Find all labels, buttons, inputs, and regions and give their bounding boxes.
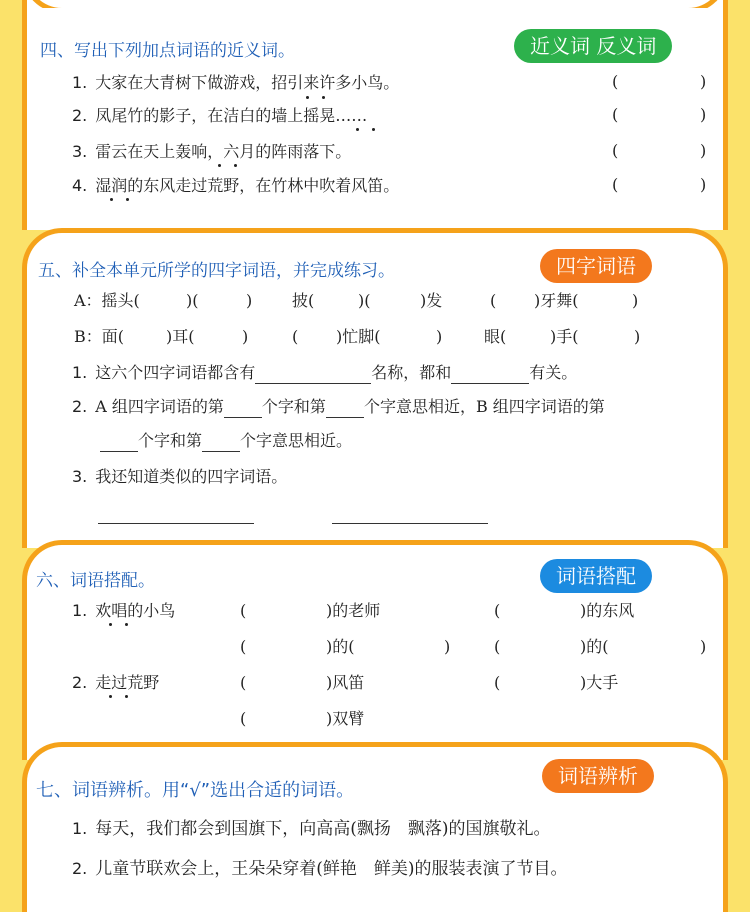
item-number: 2. <box>72 106 88 125</box>
section-4-title: 四、写出下列加点词语的近义词。 <box>40 41 295 61</box>
s5-question-3: 3. 我还知道类似的四字词语。 <box>72 467 288 486</box>
s6-row-3: 2. 走过荒野 ( )风笛 ( )大手 <box>72 673 619 692</box>
s6-row-1: 1. 欢唱的小鸟 ( )的老师 ( )的东风 <box>72 601 635 620</box>
emphasis-dot <box>109 695 112 698</box>
s6-row-4: ( )双臂 <box>240 709 365 728</box>
s4-item-4 <box>72 175 399 197</box>
answer-paren-close: ) <box>700 141 707 160</box>
section-7-badge: 词语辨析 <box>542 759 654 793</box>
answer-blank[interactable] <box>100 433 138 452</box>
emphasis-dot <box>372 128 375 131</box>
item-text: 大家在大青树下做游戏，招引来许多小鸟。 <box>95 73 400 92</box>
emphasis-dot <box>126 198 129 201</box>
s7-item-2: 2. 儿童节联欢会上，王朵朵穿着(鲜艳 鲜美)的服装表演了节目。 <box>72 859 568 879</box>
answer-paren-open[interactable]: ( <box>612 141 619 160</box>
answer-blank[interactable] <box>255 365 371 384</box>
answer-line[interactable] <box>332 522 488 524</box>
answer-blank[interactable] <box>451 365 529 384</box>
item-number: 1. <box>72 73 88 92</box>
emphasis-dot <box>234 164 237 167</box>
answer-blank[interactable] <box>202 433 240 452</box>
s7-item-1: 1. 每天，我们都会到国旗下，向高高(飘扬 飘落)的国旗敬礼。 <box>72 819 551 839</box>
emphasis-dot <box>306 96 309 99</box>
item-text: 凤尾竹的影子，在洁白的墙上摇晃…… <box>95 106 368 125</box>
section-6-badge: 词语搭配 <box>540 559 652 593</box>
item-text: 湿润的东风走过荒野，在竹林中吹着风笛。 <box>95 176 400 195</box>
section-4-badge: 近义词 反义词 <box>514 29 672 63</box>
answer-paren-close: ) <box>700 175 707 194</box>
answer-blank[interactable] <box>224 399 262 418</box>
answer-paren-close: ) <box>700 105 707 124</box>
emphasis-dot <box>110 198 113 201</box>
section-7-title: 七、词语辨析。用“√”选出合适的词语。 <box>36 780 355 801</box>
answer-line[interactable] <box>98 522 254 524</box>
answer-paren-open[interactable]: ( <box>612 105 619 124</box>
emphasis-dot <box>109 623 112 626</box>
item-number: 4. <box>72 176 88 195</box>
s6-row-2: ( )的( ) ( )的( ) <box>240 637 707 656</box>
emphasis-dot <box>356 128 359 131</box>
emphasis-dot <box>322 96 325 99</box>
s5-question-2: 2. A 组四字词语的第 个字和第 个字意思相近，B 组四字词语的第 <box>72 397 605 416</box>
emphasis-dot <box>125 623 128 626</box>
s4-item-1 <box>72 72 399 94</box>
answer-blank[interactable] <box>326 399 364 418</box>
s4-item-2 <box>72 105 367 127</box>
s4-item-3 <box>72 141 351 163</box>
answer-paren-close: ) <box>700 72 707 91</box>
s5-question-2-cont: 个字和第 个字意思相近。 <box>100 430 352 452</box>
section-5-title: 五、补全本单元所学的四字词语，并完成练习。 <box>38 261 395 281</box>
emphasis-dot <box>125 695 128 698</box>
section-5-badge: 四字词语 <box>540 249 652 283</box>
item-number: 3. <box>72 142 88 161</box>
answer-paren-open[interactable]: ( <box>612 72 619 91</box>
item-text: 雷云在天上轰响，六月的阵雨落下。 <box>95 142 352 161</box>
answer-paren-open[interactable]: ( <box>612 175 619 194</box>
section-6-title: 六、词语搭配。 <box>36 571 155 591</box>
s5-question-1: 1. 这六个四字词语都含有 名称，都和 有关。 <box>72 363 578 382</box>
emphasis-dot <box>218 164 221 167</box>
